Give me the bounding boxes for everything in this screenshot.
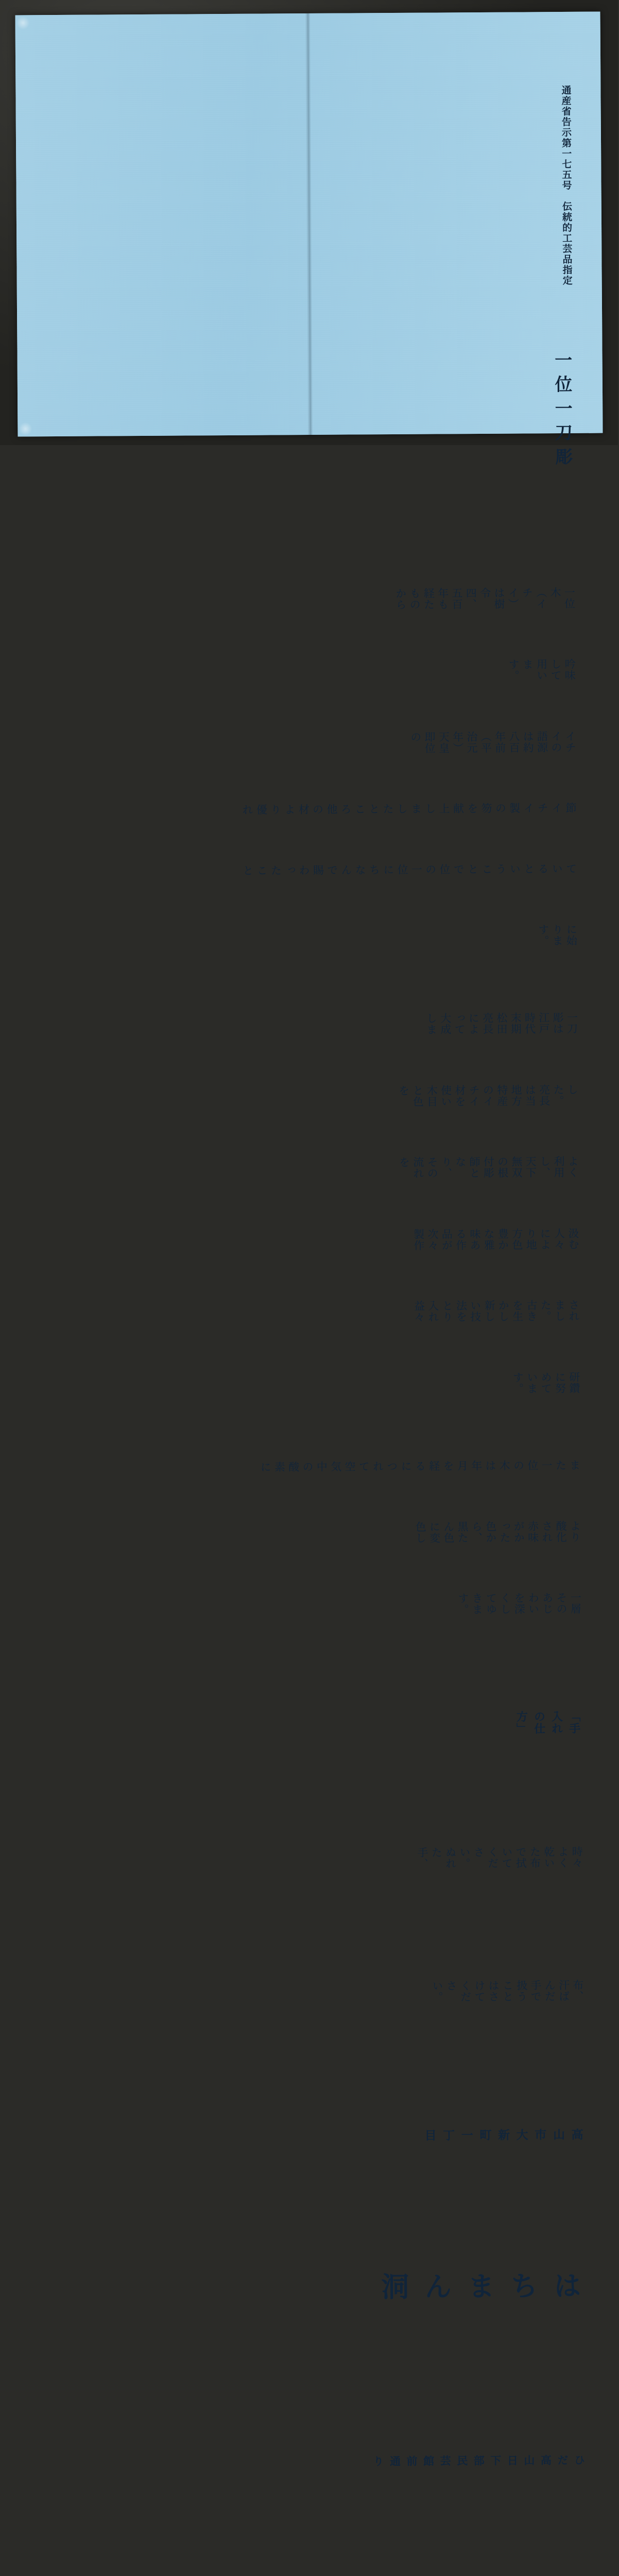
body-line-2: 吟味して用います。 xyxy=(507,658,576,682)
care-line-2: 布、汗ばんだ手で扱うことはさけてください。 xyxy=(431,1979,584,2003)
shop-section xyxy=(358,2002,591,2576)
body-line-4: 節イチイ製の笏を献上しましたところ他の材より優れ xyxy=(241,802,577,816)
body-line-10: 汲む人々により地方色豊かな雅味ある作品が次々製作 xyxy=(412,1227,580,1251)
body-line-11: されました。古きを生かし新しい技法をとり入れ益々 xyxy=(412,1299,580,1323)
designation-text: 通産省告示第一七五号 伝統的工芸品指定 xyxy=(560,84,572,286)
shop-address: 高山市大新町一丁目 xyxy=(423,2128,583,2142)
care-heading: 「手入れの仕方」 xyxy=(515,1710,581,1735)
body-line-15: 一層そのあじわいを深くしてゆきます。 xyxy=(456,1592,582,1616)
page-title: 一位一刀彫 xyxy=(552,350,572,472)
shop-landmark: ひだ高山日下部民芸館前通り xyxy=(371,2454,586,2467)
body-line-5: ているということで位の一位にちなんで賜わったこと xyxy=(241,862,577,876)
body-line-1: 一位木（イチイ）は樹令四、五百年も経たものから xyxy=(394,586,576,611)
body-section xyxy=(232,521,582,1617)
body-line-12: 研鑽に努めています。 xyxy=(511,1371,580,1394)
body-line-9: よく利用し、天下無双の根付彫師となり、その流れを xyxy=(398,1156,579,1179)
body-line-13: また一位の木は年月を経るにつれて空気中の酸素に xyxy=(259,1460,581,1473)
body-line-3: イチイの語源は約八百年前（平治元年）天皇即位の xyxy=(409,730,577,754)
body-line-7: 一刀彫は 江戸時代末期 松田亮長によって大成しま xyxy=(425,1012,578,1046)
shop-name: はちまん洞 xyxy=(377,2270,581,2303)
leaflet-card xyxy=(15,12,603,2467)
vertical-text-layout xyxy=(15,12,603,2467)
body-line-14: より酸化され赤味がかった色から、黒たん色に変色し xyxy=(414,1520,581,1544)
care-section xyxy=(408,1615,584,2003)
title-section xyxy=(530,36,575,521)
body-line-6: に始ります。 xyxy=(537,923,578,946)
care-line-1: 時々よく乾いた布で拭いてください。ぬれた手、 xyxy=(416,1845,583,1869)
body-line-8: した。亮長は当地方特産のイチイ材を使い木目と色を xyxy=(397,1083,579,1108)
